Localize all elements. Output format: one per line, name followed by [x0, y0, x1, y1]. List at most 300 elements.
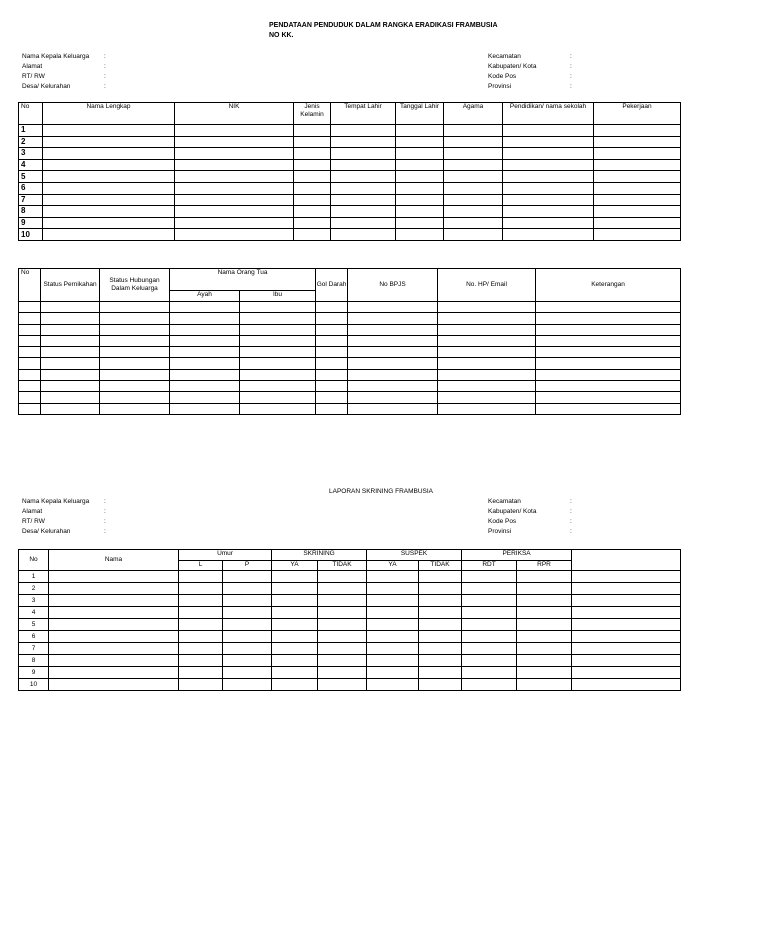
table-cell: [438, 358, 536, 369]
table-cell: [396, 125, 444, 137]
colon: :: [104, 63, 106, 70]
table-row: [19, 667, 681, 679]
colon: :: [570, 528, 572, 535]
table-row: [19, 655, 681, 667]
table-cell: [100, 403, 170, 414]
table-cell: [318, 595, 367, 607]
table-cell: [462, 667, 517, 679]
table-cell: [419, 607, 462, 619]
table-cell: [100, 313, 170, 324]
field-label: Nama Kepala Keluarga: [22, 53, 90, 60]
table-cell: [223, 571, 272, 583]
table-cell: [419, 571, 462, 583]
table-cell: [170, 324, 240, 335]
table-cell: [594, 182, 681, 194]
form1-subtitle-no-kk: NO KK.: [269, 32, 294, 39]
table-cell: [41, 335, 100, 346]
table-cell: [396, 182, 444, 194]
table-row: [19, 171, 681, 183]
table-cell: [367, 631, 419, 643]
table-cell: [272, 643, 318, 655]
table-cell: [572, 667, 681, 679]
table-cell: [367, 619, 419, 631]
row-number: [19, 358, 41, 369]
table-cell: [294, 159, 331, 171]
table-cell: [170, 347, 240, 358]
table-row: [19, 631, 681, 643]
table-cell: [316, 313, 348, 324]
table-cell: [462, 571, 517, 583]
table-cell: [223, 667, 272, 679]
table-cell: [41, 381, 100, 392]
table-cell: [49, 679, 179, 691]
table-cell: [594, 136, 681, 148]
table-cell: [419, 679, 462, 691]
row-number: 9: [19, 217, 43, 229]
table-cell: [348, 302, 438, 313]
table-cell: [331, 159, 396, 171]
table-cell: [367, 571, 419, 583]
table-cell: [170, 335, 240, 346]
table-row: [19, 229, 681, 241]
table-cell: [272, 571, 318, 583]
table-cell: [438, 392, 536, 403]
table-cell: [223, 583, 272, 595]
table-cell: [41, 324, 100, 335]
table-row: [19, 324, 681, 335]
table-cell: [41, 403, 100, 414]
row-number: 5: [19, 171, 43, 183]
col-umur-p: P: [223, 561, 272, 571]
table-row: [19, 381, 681, 392]
table-cell: [318, 571, 367, 583]
table-cell: [331, 125, 396, 137]
colon: :: [570, 53, 572, 60]
table-cell: [331, 148, 396, 160]
col-suspek: SUSPEK: [367, 550, 462, 561]
table-cell: [223, 595, 272, 607]
table-cell: [49, 631, 179, 643]
table-cell: [240, 381, 316, 392]
table-cell: [367, 679, 419, 691]
table-cell: [517, 655, 572, 667]
table-cell: [43, 194, 175, 206]
field-label: Alamat: [22, 63, 43, 70]
keluarga-table: [18, 268, 681, 415]
table-cell: [272, 655, 318, 667]
table-row: [19, 369, 681, 380]
table-cell: [536, 324, 681, 335]
row-number: 9: [19, 667, 49, 679]
table-cell: [318, 667, 367, 679]
table-cell: [170, 381, 240, 392]
table-cell: [223, 679, 272, 691]
table-cell: [594, 229, 681, 241]
table-cell: [503, 229, 594, 241]
table-cell: [318, 619, 367, 631]
table-cell: [462, 619, 517, 631]
table-cell: [367, 595, 419, 607]
row-number: 6: [19, 182, 43, 194]
table-cell: [348, 358, 438, 369]
row-number: 6: [19, 631, 49, 643]
table-cell: [396, 148, 444, 160]
table-row: [19, 335, 681, 346]
table-cell: [536, 347, 681, 358]
col-status-hubungan: Status Hubungan Dalam Keluarga: [100, 269, 170, 302]
row-number: 10: [19, 679, 49, 691]
table-cell: [517, 679, 572, 691]
table-cell: [294, 194, 331, 206]
col-periksa: PERIKSA: [462, 550, 572, 561]
table-cell: [367, 607, 419, 619]
table-cell: [367, 667, 419, 679]
colon: :: [570, 83, 572, 90]
col-umur: Umur: [179, 550, 272, 561]
field-alamat: Alamat: [22, 508, 43, 515]
table-cell: [331, 217, 396, 229]
table-cell: [272, 619, 318, 631]
table-cell: [331, 229, 396, 241]
table-cell: [175, 159, 294, 171]
row-number: 8: [19, 206, 43, 218]
colon: :: [104, 528, 106, 535]
table-cell: [396, 136, 444, 148]
row-number: 8: [19, 655, 49, 667]
table-cell: [272, 679, 318, 691]
table-cell: [517, 619, 572, 631]
table-cell: [240, 313, 316, 324]
field-kabupaten-kota: Kabupaten/ Kota: [488, 63, 537, 70]
col-pendidikan: Pendidikan/ nama sekolah: [503, 103, 594, 125]
table-cell: [438, 324, 536, 335]
table-row: [19, 194, 681, 206]
table-cell: [179, 583, 223, 595]
row-number: [19, 302, 41, 313]
table-cell: [43, 206, 175, 218]
table-row: [19, 159, 681, 171]
col-periksa-rdt: RDT: [462, 561, 517, 571]
table-cell: [316, 302, 348, 313]
table-cell: [536, 403, 681, 414]
table-cell: [170, 302, 240, 313]
table-cell: [517, 571, 572, 583]
table-cell: [438, 302, 536, 313]
table-cell: [536, 358, 681, 369]
table-cell: [240, 347, 316, 358]
row-number: 1: [19, 571, 49, 583]
field-nama-kepala-keluarga: Nama Kepala Keluarga: [22, 498, 90, 505]
field-kabupaten-kota: Kabupaten/ Kota: [488, 508, 537, 515]
table-row: [19, 313, 681, 324]
table-cell: [536, 313, 681, 324]
col-no: No: [19, 269, 41, 302]
table-cell: [318, 679, 367, 691]
penduduk-table: [18, 102, 681, 241]
table-cell: [536, 369, 681, 380]
table-cell: [170, 392, 240, 403]
table-cell: [444, 148, 503, 160]
row-number: 5: [19, 619, 49, 631]
table-cell: [572, 619, 681, 631]
table-cell: [348, 392, 438, 403]
table-cell: [444, 206, 503, 218]
table-cell: [594, 206, 681, 218]
row-number: [19, 313, 41, 324]
table-cell: [272, 667, 318, 679]
colon: :: [104, 518, 106, 525]
field-label: Desa/ Kelurahan: [22, 83, 71, 90]
table-cell: [517, 595, 572, 607]
table-cell: [41, 347, 100, 358]
table-cell: [536, 335, 681, 346]
table-cell: [348, 381, 438, 392]
table-cell: [438, 335, 536, 346]
row-number: 2: [19, 583, 49, 595]
table-cell: [49, 667, 179, 679]
table-cell: [594, 217, 681, 229]
row-number: [19, 369, 41, 380]
table-cell: [367, 643, 419, 655]
row-number: 4: [19, 159, 43, 171]
table-cell: [331, 171, 396, 183]
table-cell: [396, 194, 444, 206]
colon: :: [104, 83, 106, 90]
col-tempat-lahir: Tempat Lahir: [331, 103, 396, 125]
table-cell: [179, 643, 223, 655]
field-provinsi: Provinsi: [488, 528, 512, 535]
table-cell: [43, 171, 175, 183]
table-cell: [294, 217, 331, 229]
table-cell: [348, 369, 438, 380]
field-kecamatan: Kecamatan: [488, 53, 521, 60]
table-cell: [318, 583, 367, 595]
table-cell: [503, 136, 594, 148]
colon: :: [570, 73, 572, 80]
col-keterangan: Keterangan: [536, 269, 681, 302]
colon: :: [570, 498, 572, 505]
table-cell: [100, 335, 170, 346]
col-suspek-tidak: TIDAK: [419, 561, 462, 571]
table-cell: [503, 182, 594, 194]
table-cell: [175, 217, 294, 229]
table-cell: [179, 631, 223, 643]
table-cell: [100, 369, 170, 380]
table-header-row: [19, 103, 681, 125]
table-cell: [348, 335, 438, 346]
table-cell: [170, 313, 240, 324]
table-cell: [179, 571, 223, 583]
table-cell: [462, 679, 517, 691]
table-cell: [572, 655, 681, 667]
table-cell: [175, 182, 294, 194]
table-cell: [294, 171, 331, 183]
row-number: 4: [19, 607, 49, 619]
table-row: [19, 206, 681, 218]
table-cell: [294, 182, 331, 194]
col-tanggal-lahir: Tanggal Lahir: [396, 103, 444, 125]
table-cell: [396, 206, 444, 218]
table-row: [19, 136, 681, 148]
table-cell: [444, 171, 503, 183]
table-cell: [175, 136, 294, 148]
row-number: 10: [19, 229, 43, 241]
table-cell: [41, 313, 100, 324]
table-cell: [348, 347, 438, 358]
table-cell: [419, 583, 462, 595]
table-cell: [272, 607, 318, 619]
table-cell: [444, 136, 503, 148]
field-rt-rw: RT/ RW: [22, 518, 45, 525]
colon: :: [570, 508, 572, 515]
table-cell: [503, 148, 594, 160]
table-cell: [294, 125, 331, 137]
table-cell: [331, 182, 396, 194]
table-cell: [318, 607, 367, 619]
row-number: [19, 403, 41, 414]
table-row: [19, 125, 681, 137]
table-cell: [572, 607, 681, 619]
table-row: [19, 583, 681, 595]
table-cell: [396, 229, 444, 241]
table-cell: [240, 324, 316, 335]
table-cell: [444, 159, 503, 171]
table-cell: [316, 324, 348, 335]
table-cell: [179, 679, 223, 691]
table-cell: [444, 182, 503, 194]
col-skrining-tidak: TIDAK: [318, 561, 367, 571]
table-cell: [316, 403, 348, 414]
table-cell: [331, 206, 396, 218]
table-cell: [438, 313, 536, 324]
table-cell: [240, 302, 316, 313]
table-cell: [49, 571, 179, 583]
colon: :: [104, 73, 106, 80]
skrining-table: [18, 549, 681, 691]
table-cell: [43, 217, 175, 229]
table-row: [19, 347, 681, 358]
col-agama: Agama: [444, 103, 503, 125]
table-cell: [438, 347, 536, 358]
row-number: [19, 381, 41, 392]
table-cell: [223, 619, 272, 631]
col-nik: NIK: [175, 103, 294, 125]
table-header-row: [19, 269, 681, 291]
table-cell: [49, 607, 179, 619]
table-cell: [175, 194, 294, 206]
col-no: No: [19, 550, 49, 571]
table-row: [19, 392, 681, 403]
table-cell: [367, 583, 419, 595]
table-cell: [240, 369, 316, 380]
col-nama: Nama: [49, 550, 179, 571]
col-jenis-kelamin: Jenis Kelamin: [294, 103, 331, 125]
table-cell: [41, 369, 100, 380]
table-cell: [348, 403, 438, 414]
table-cell: [536, 381, 681, 392]
col-no-hp-email: No. HP/ Email: [438, 269, 536, 302]
table-cell: [438, 369, 536, 380]
table-cell: [223, 655, 272, 667]
table-row: [19, 643, 681, 655]
row-number: 7: [19, 194, 43, 206]
table-cell: [444, 217, 503, 229]
table-row: [19, 619, 681, 631]
table-cell: [100, 381, 170, 392]
col-periksa-rpr: RPR: [517, 561, 572, 571]
col-ibu: Ibu: [240, 291, 316, 302]
table-cell: [170, 403, 240, 414]
table-cell: [41, 392, 100, 403]
table-cell: [170, 358, 240, 369]
table-cell: [331, 136, 396, 148]
table-row: [19, 358, 681, 369]
table-cell: [49, 655, 179, 667]
table-cell: [517, 607, 572, 619]
table-cell: [572, 679, 681, 691]
table-cell: [419, 667, 462, 679]
table-cell: [462, 607, 517, 619]
table-cell: [49, 595, 179, 607]
table-cell: [272, 583, 318, 595]
table-cell: [294, 206, 331, 218]
table-row: [19, 403, 681, 414]
table-cell: [294, 229, 331, 241]
field-nama-kepala-keluarga: [22, 53, 89, 60]
row-number: [19, 324, 41, 335]
table-cell: [419, 619, 462, 631]
table-cell: [179, 607, 223, 619]
table-cell: [49, 583, 179, 595]
table-cell: [572, 631, 681, 643]
col-nama-lengkap: Nama Lengkap: [43, 103, 175, 125]
table-cell: [240, 358, 316, 369]
table-cell: [594, 159, 681, 171]
table-cell: [444, 125, 503, 137]
table-row: [19, 182, 681, 194]
table-cell: [43, 136, 175, 148]
table-header-row: [19, 550, 681, 561]
col-no-bpjs: No BPJS: [348, 269, 438, 302]
table-row: [19, 302, 681, 313]
colon: :: [570, 518, 572, 525]
table-cell: [175, 229, 294, 241]
table-cell: [517, 583, 572, 595]
table-cell: [367, 655, 419, 667]
table-cell: [41, 358, 100, 369]
table-cell: [240, 403, 316, 414]
table-row: [19, 148, 681, 160]
table-cell: [318, 655, 367, 667]
table-cell: [503, 206, 594, 218]
field-desa-kelurahan: [22, 83, 70, 90]
table-cell: [43, 148, 175, 160]
col-ayah: Ayah: [170, 291, 240, 302]
table-cell: [100, 302, 170, 313]
col-skrining: SKRINING: [272, 550, 367, 561]
table-cell: [223, 607, 272, 619]
table-cell: [503, 171, 594, 183]
table-cell: [462, 595, 517, 607]
table-cell: [503, 125, 594, 137]
table-cell: [175, 206, 294, 218]
field-kode-pos: Kode Pos: [488, 518, 517, 525]
table-cell: [240, 392, 316, 403]
table-cell: [100, 324, 170, 335]
table-row: [19, 595, 681, 607]
table-cell: [503, 217, 594, 229]
table-cell: [594, 125, 681, 137]
